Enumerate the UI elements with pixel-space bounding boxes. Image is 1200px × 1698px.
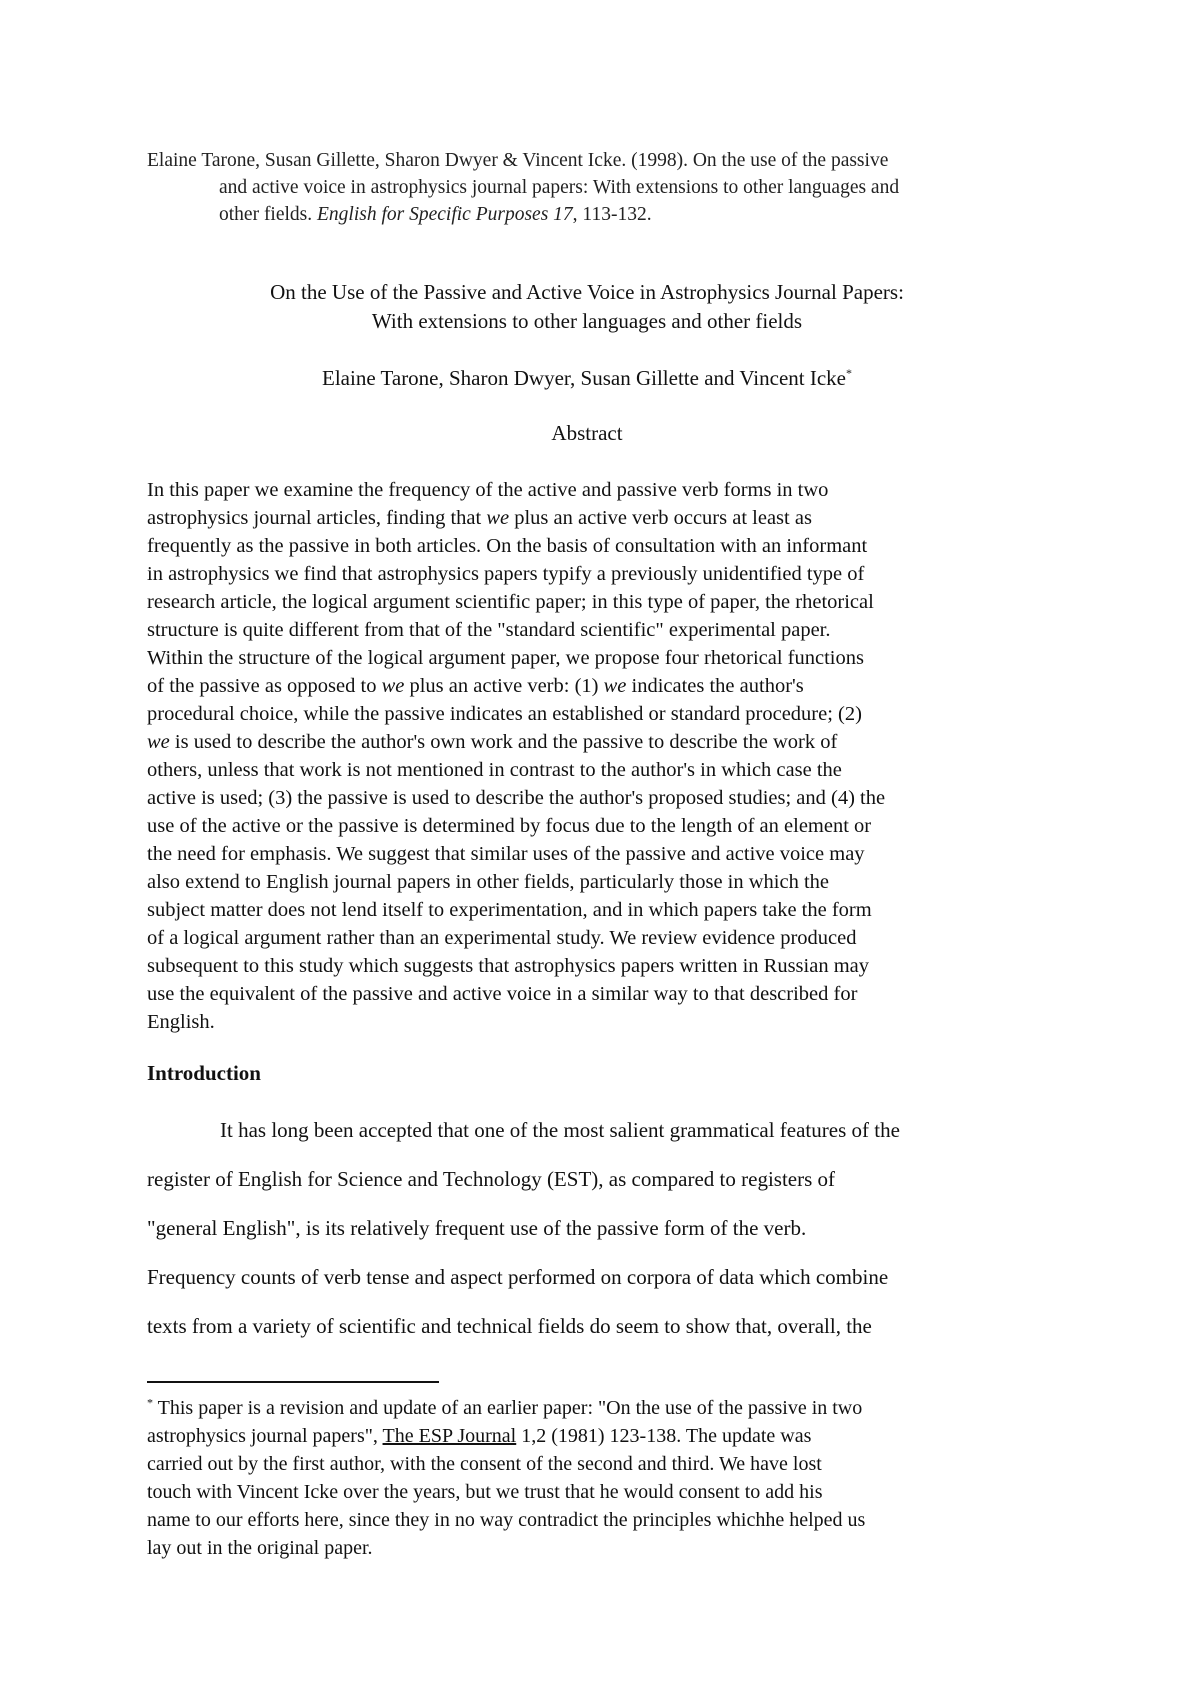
abstract-line: procedural choice, while the passive indicates an established or standard procedure; (2) bbox=[147, 703, 862, 725]
footnote bbox=[147, 1394, 1027, 1562]
footnote-line: lay out in the original paper. bbox=[147, 1537, 373, 1559]
abstract-line: subject matter does not lend itself to experimentation, and in which papers take the form bbox=[147, 899, 872, 921]
abstract-line bbox=[147, 728, 1027, 756]
abstract-heading: Abstract bbox=[551, 421, 623, 445]
abstract-line: In this paper we examine the frequency of the active and passive verb forms in two bbox=[147, 479, 829, 501]
introduction-line: It has long been accepted that one of the most salient grammatical features of the bbox=[220, 1118, 900, 1142]
citation-line-3 bbox=[147, 201, 1067, 228]
footnote-divider bbox=[147, 1381, 439, 1383]
abstract-text: is used to describe the author's own work and the passive to describe the work of bbox=[169, 731, 838, 753]
citation bbox=[147, 147, 1067, 228]
paper-title-line-1: On the Use of the Passive and Active Voice in Astrophysics Journal Papers: bbox=[270, 280, 904, 304]
abstract-line: use the equivalent of the passive and active voice in a similar way to that described for bbox=[147, 983, 858, 1005]
abstract-text: plus an active verb: (1) bbox=[404, 675, 604, 697]
footnote-text: astrophysics journal papers", bbox=[147, 1425, 383, 1447]
abstract-italic-we: we bbox=[486, 507, 510, 529]
author-list bbox=[147, 364, 1027, 393]
abstract-text: indicates the author's bbox=[626, 675, 804, 697]
introduction-heading: Introduction bbox=[147, 1061, 261, 1085]
citation-line-3-prefix: other fields. bbox=[219, 204, 318, 225]
abstract-line: structure is quite different from that of the "standard scientific" experimental paper. bbox=[147, 619, 831, 641]
footnote-text: This paper is a revision and update of an earlier paper: "On the use of the passive in two bbox=[153, 1397, 863, 1419]
abstract-text: astrophysics journal articles, finding that bbox=[147, 507, 487, 529]
introduction-line: texts from a variety of scientific and technical fields do seem to show that, overall, the bbox=[147, 1314, 872, 1338]
footnote-journal: The ESP Journal bbox=[382, 1425, 517, 1447]
abstract-italic-we: we bbox=[147, 731, 170, 753]
abstract-line: of a logical argument rather than an experimental study. We review evidence produced bbox=[147, 927, 857, 949]
abstract-line: others, unless that work is not mentioned in contrast to the author's in which case the bbox=[147, 759, 842, 781]
footnote-line: touch with Vincent Icke over the years, but we trust that he would consent to add his bbox=[147, 1481, 823, 1503]
abstract-text: plus an active verb occurs at least as bbox=[509, 507, 812, 529]
author-names: Elaine Tarone, Sharon Dwyer, Susan Gillette and Vincent Icke bbox=[322, 366, 846, 390]
citation-pages: , 113-132. bbox=[572, 204, 652, 225]
paper-title-line-2: With extensions to other languages and other fields bbox=[371, 309, 803, 333]
abstract-line: in astrophysics we find that astrophysics papers typify a previously unidentified type of bbox=[147, 563, 865, 585]
abstract-line bbox=[147, 504, 1027, 532]
citation-line-2: and active voice in astrophysics journal papers: With extensions to other languages and bbox=[219, 177, 900, 198]
abstract-line: active is used; (3) the passive is used to describe the author's proposed studies; and (4) the bbox=[147, 787, 886, 809]
paper-title bbox=[147, 278, 1027, 336]
author-footnote-marker: * bbox=[846, 366, 852, 380]
footnote-line bbox=[147, 1394, 1027, 1422]
abstract-line: Within the structure of the logical argument paper, we propose four rhetorical functions bbox=[147, 647, 864, 669]
footnote-text: 1,2 (1981) 123-138. The update was bbox=[516, 1425, 812, 1447]
footnote-line: name to our efforts here, since they in no way contradict the principles whichhe helped us bbox=[147, 1509, 866, 1531]
citation-line-1: Elaine Tarone, Susan Gillette, Sharon Dwyer & Vincent Icke. (1998). On the use of the passive bbox=[147, 150, 889, 171]
introduction-line: register of English for Science and Technology (EST), as compared to registers of bbox=[147, 1167, 836, 1191]
abstract-line: use of the active or the passive is determined by focus due to the length of an element or bbox=[147, 815, 872, 837]
introduction-line: Frequency counts of verb tense and aspect performed on corpora of data which combine bbox=[147, 1265, 889, 1289]
abstract-body bbox=[147, 476, 1027, 1036]
abstract-line: subsequent to this study which suggests that astrophysics papers written in Russian may bbox=[147, 955, 869, 977]
introduction-line: "general English", is its relatively frequent use of the passive form of the verb. bbox=[147, 1216, 807, 1240]
abstract-line bbox=[147, 672, 1027, 700]
citation-journal: English for Specific Purposes 17 bbox=[317, 204, 573, 225]
abstract-italic-we: we bbox=[603, 675, 627, 697]
footnote-line bbox=[147, 1422, 1027, 1450]
abstract-line: also extend to English journal papers in other fields, particularly those in which the bbox=[147, 871, 830, 893]
footnote-marker: * bbox=[147, 1395, 153, 1410]
abstract-line: English. bbox=[147, 1011, 215, 1033]
footnote-line: carried out by the first author, with the consent of the second and third. We have lost bbox=[147, 1453, 822, 1475]
abstract-text: of the passive as opposed to bbox=[147, 675, 382, 697]
introduction-body bbox=[147, 1106, 1027, 1351]
abstract-italic-we: we bbox=[381, 675, 405, 697]
abstract-line: the need for emphasis. We suggest that similar uses of the passive and active voice may bbox=[147, 843, 865, 865]
abstract-line: research article, the logical argument scientific paper; in this type of paper, the rhetorical bbox=[147, 591, 874, 613]
abstract-line: frequently as the passive in both articles. On the basis of consultation with an informant bbox=[147, 535, 868, 557]
